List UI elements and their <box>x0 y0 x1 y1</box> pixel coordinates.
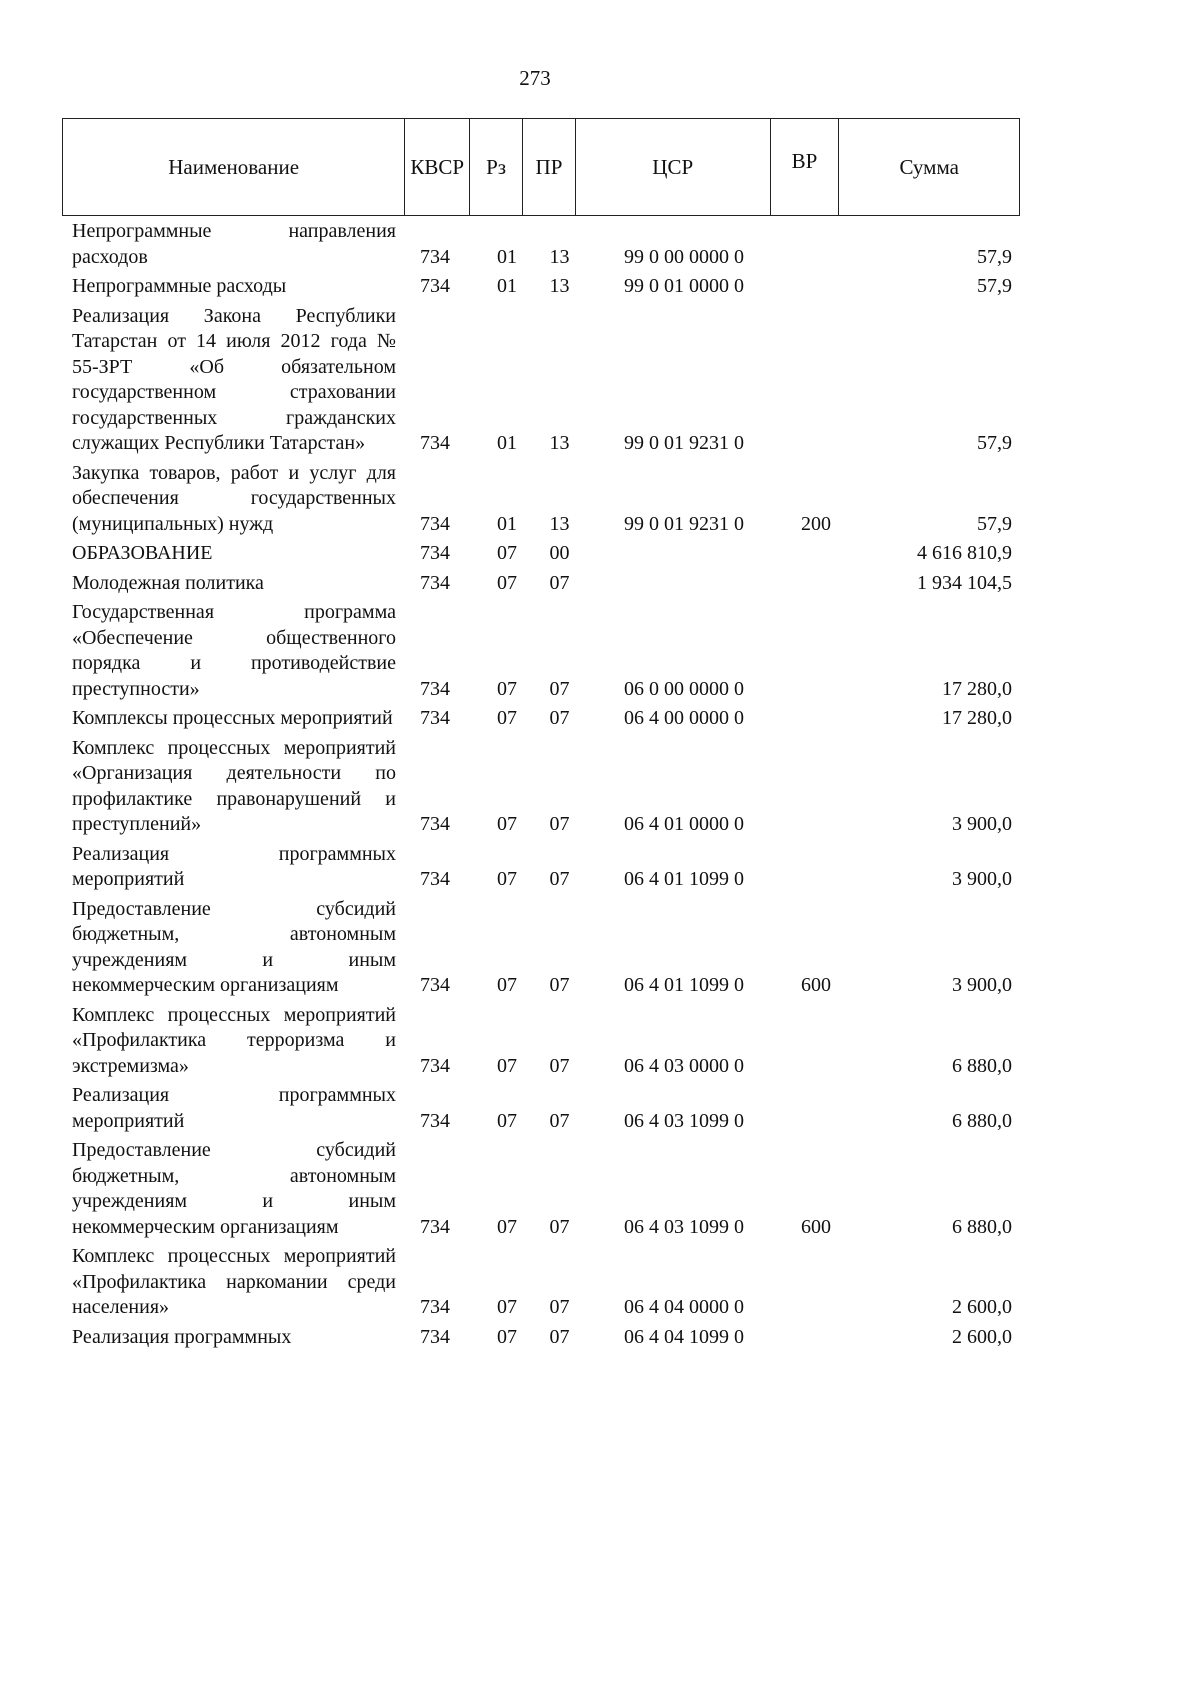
cell-pr: 07 <box>549 868 570 890</box>
cell-pr: 13 <box>549 245 570 268</box>
cell-rz: 07 <box>497 1215 517 1238</box>
cell-name: Реализация Закона Республики Татарстан от 14 июля 2012 года № 55-ЗРТ «Об обязательном государственном страховании государственных гражданских служащих Республики Татарстан» <box>72 304 396 454</box>
header-pr: ПР <box>523 119 576 215</box>
table-row <box>62 736 1020 838</box>
cell-name: Реализация программных <box>72 1325 292 1348</box>
cell-sum: 6 880,0 <box>952 1109 1012 1132</box>
cell-kvsr: 734 <box>420 974 450 996</box>
cell-rz: 07 <box>497 868 517 890</box>
table-body <box>62 219 1020 1354</box>
cell-rz: 07 <box>497 1325 517 1348</box>
cell-pr: 07 <box>549 677 570 700</box>
cell-pr: 07 <box>549 1054 570 1077</box>
table-row <box>62 897 1020 999</box>
cell-kvsr: 734 <box>420 1296 450 1318</box>
cell-pr: 13 <box>549 275 570 297</box>
cell-rz: 07 <box>497 813 517 835</box>
table-row <box>62 219 1020 270</box>
cell-pr: 00 <box>549 542 570 564</box>
cell-kvsr: 734 <box>420 512 450 535</box>
cell-name: Комплекс процессных мероприятий «Профилактика терроризма и экстремизма» <box>72 1003 396 1077</box>
header-rz: Рз <box>470 119 523 215</box>
cell-pr: 13 <box>549 512 570 535</box>
cell-kvsr: 734 <box>420 707 450 729</box>
cell-pr: 07 <box>549 813 570 835</box>
cell-pr: 07 <box>549 1215 570 1238</box>
cell-rz: 01 <box>497 512 517 535</box>
table-row <box>62 600 1020 702</box>
cell-sum: 2 600,0 <box>952 1325 1012 1348</box>
cell-sum: 3 900,0 <box>952 813 1012 835</box>
header-name: Наименование <box>63 119 405 215</box>
cell-pr: 07 <box>549 974 570 996</box>
cell-sum: 57,9 <box>977 245 1012 268</box>
cell-name: Реализация программных мероприятий <box>72 842 396 890</box>
header-sum: Сумма <box>899 154 959 179</box>
cell-rz: 01 <box>497 432 517 454</box>
cell-rz: 01 <box>497 275 517 297</box>
cell-vr: 200 <box>801 512 831 535</box>
cell-csr: 06 0 00 0000 0 <box>624 677 744 700</box>
cell-csr: 06 4 01 0000 0 <box>624 813 744 835</box>
cell-sum: 1 934 104,5 <box>917 571 1012 594</box>
cell-name: Закупка товаров, работ и услуг для обеспечения государственных (муниципальных) нужд <box>72 461 396 535</box>
cell-csr: 99 0 01 9231 0 <box>624 432 744 454</box>
table-row <box>62 541 1020 567</box>
cell-csr: 06 4 03 0000 0 <box>624 1054 744 1077</box>
cell-kvsr: 734 <box>420 542 450 564</box>
table-row <box>62 1003 1020 1080</box>
cell-sum: 6 880,0 <box>952 1054 1012 1077</box>
table-row <box>62 274 1020 300</box>
cell-pr: 07 <box>549 1109 570 1132</box>
cell-kvsr: 734 <box>420 868 450 890</box>
cell-csr: 06 4 01 1099 0 <box>624 868 744 890</box>
table-header <box>62 118 1020 216</box>
header-csr: ЦСР <box>576 119 771 215</box>
cell-kvsr: 734 <box>420 813 450 835</box>
cell-vr: 600 <box>801 1215 831 1238</box>
cell-pr: 07 <box>549 571 570 594</box>
cell-rz: 07 <box>497 974 517 996</box>
cell-csr: 06 4 03 1099 0 <box>624 1215 744 1238</box>
cell-csr: 06 4 01 1099 0 <box>624 974 744 996</box>
cell-name: ОБРАЗОВАНИЕ <box>72 542 213 564</box>
cell-rz: 07 <box>497 707 517 729</box>
cell-name: Предоставление субсидий бюджетным, автономным учреждениям и иным некоммерческим организациям <box>72 897 396 996</box>
table-row <box>62 304 1020 457</box>
cell-csr: 06 4 00 0000 0 <box>624 707 744 729</box>
cell-name: Государственная программа «Обеспечение общественного порядка и противодействие преступности» <box>72 601 396 700</box>
cell-rz: 07 <box>497 571 517 594</box>
table-row <box>62 1083 1020 1134</box>
cell-name: Непрограммные расходы <box>72 275 287 297</box>
page-number: 273 <box>519 66 551 90</box>
cell-rz: 07 <box>497 1296 517 1318</box>
table-row <box>62 1138 1020 1240</box>
cell-name: Непрограммные направления расходов <box>72 220 396 268</box>
table-row <box>62 1325 1020 1351</box>
cell-sum: 4 616 810,9 <box>917 542 1012 564</box>
cell-kvsr: 734 <box>420 432 450 454</box>
cell-rz: 07 <box>497 1109 517 1132</box>
cell-csr: 99 0 01 9231 0 <box>624 512 744 535</box>
cell-rz: 07 <box>497 1054 517 1077</box>
cell-csr: 99 0 01 0000 0 <box>624 275 744 297</box>
cell-rz: 01 <box>497 245 517 268</box>
cell-csr: 06 4 03 1099 0 <box>624 1109 744 1132</box>
table-row <box>62 842 1020 893</box>
cell-sum: 17 280,0 <box>942 677 1012 700</box>
cell-kvsr: 734 <box>420 245 450 268</box>
cell-kvsr: 734 <box>420 1109 450 1132</box>
cell-csr: 06 4 04 1099 0 <box>624 1325 744 1348</box>
cell-sum: 2 600,0 <box>952 1296 1012 1318</box>
table-row <box>62 1244 1020 1321</box>
cell-name: Молодежная политика <box>72 571 264 594</box>
cell-name: Комплекс процессных мероприятий «Организация деятельности по профилактике правонарушений и преступлений» <box>72 736 396 835</box>
cell-sum: 57,9 <box>977 432 1012 454</box>
cell-kvsr: 734 <box>420 571 450 594</box>
cell-csr: 99 0 00 0000 0 <box>624 245 744 268</box>
cell-sum: 3 900,0 <box>952 868 1012 890</box>
cell-sum: 57,9 <box>977 275 1012 297</box>
cell-name: Комплекс процессных мероприятий «Профилактика наркомании среди населения» <box>72 1245 396 1318</box>
cell-name: Комплексы процессных мероприятий <box>72 707 393 729</box>
cell-pr: 13 <box>549 432 570 454</box>
header-vr: ВР <box>771 119 840 215</box>
cell-csr: 06 4 04 0000 0 <box>624 1296 744 1318</box>
cell-sum: 6 880,0 <box>952 1215 1012 1238</box>
cell-sum: 57,9 <box>977 512 1012 535</box>
header-kvsr: КВСР <box>405 119 470 215</box>
cell-kvsr: 734 <box>420 677 450 700</box>
table-row <box>62 571 1020 597</box>
cell-pr: 07 <box>549 707 570 729</box>
table-row <box>62 461 1020 538</box>
cell-kvsr: 734 <box>420 275 450 297</box>
cell-name: Предоставление субсидий бюджетным, автономным учреждениям и иным некоммерческим организациям <box>72 1139 396 1238</box>
cell-vr: 600 <box>801 974 831 996</box>
cell-name: Реализация программных мероприятий <box>72 1084 396 1132</box>
cell-rz: 07 <box>497 677 517 700</box>
cell-pr: 07 <box>549 1296 570 1318</box>
cell-rz: 07 <box>497 542 517 564</box>
cell-kvsr: 734 <box>420 1325 450 1348</box>
cell-sum: 17 280,0 <box>942 707 1012 729</box>
cell-kvsr: 734 <box>420 1215 450 1238</box>
cell-kvsr: 734 <box>420 1054 450 1077</box>
cell-sum: 3 900,0 <box>952 974 1012 996</box>
cell-pr: 07 <box>549 1325 570 1348</box>
table-row <box>62 706 1020 732</box>
